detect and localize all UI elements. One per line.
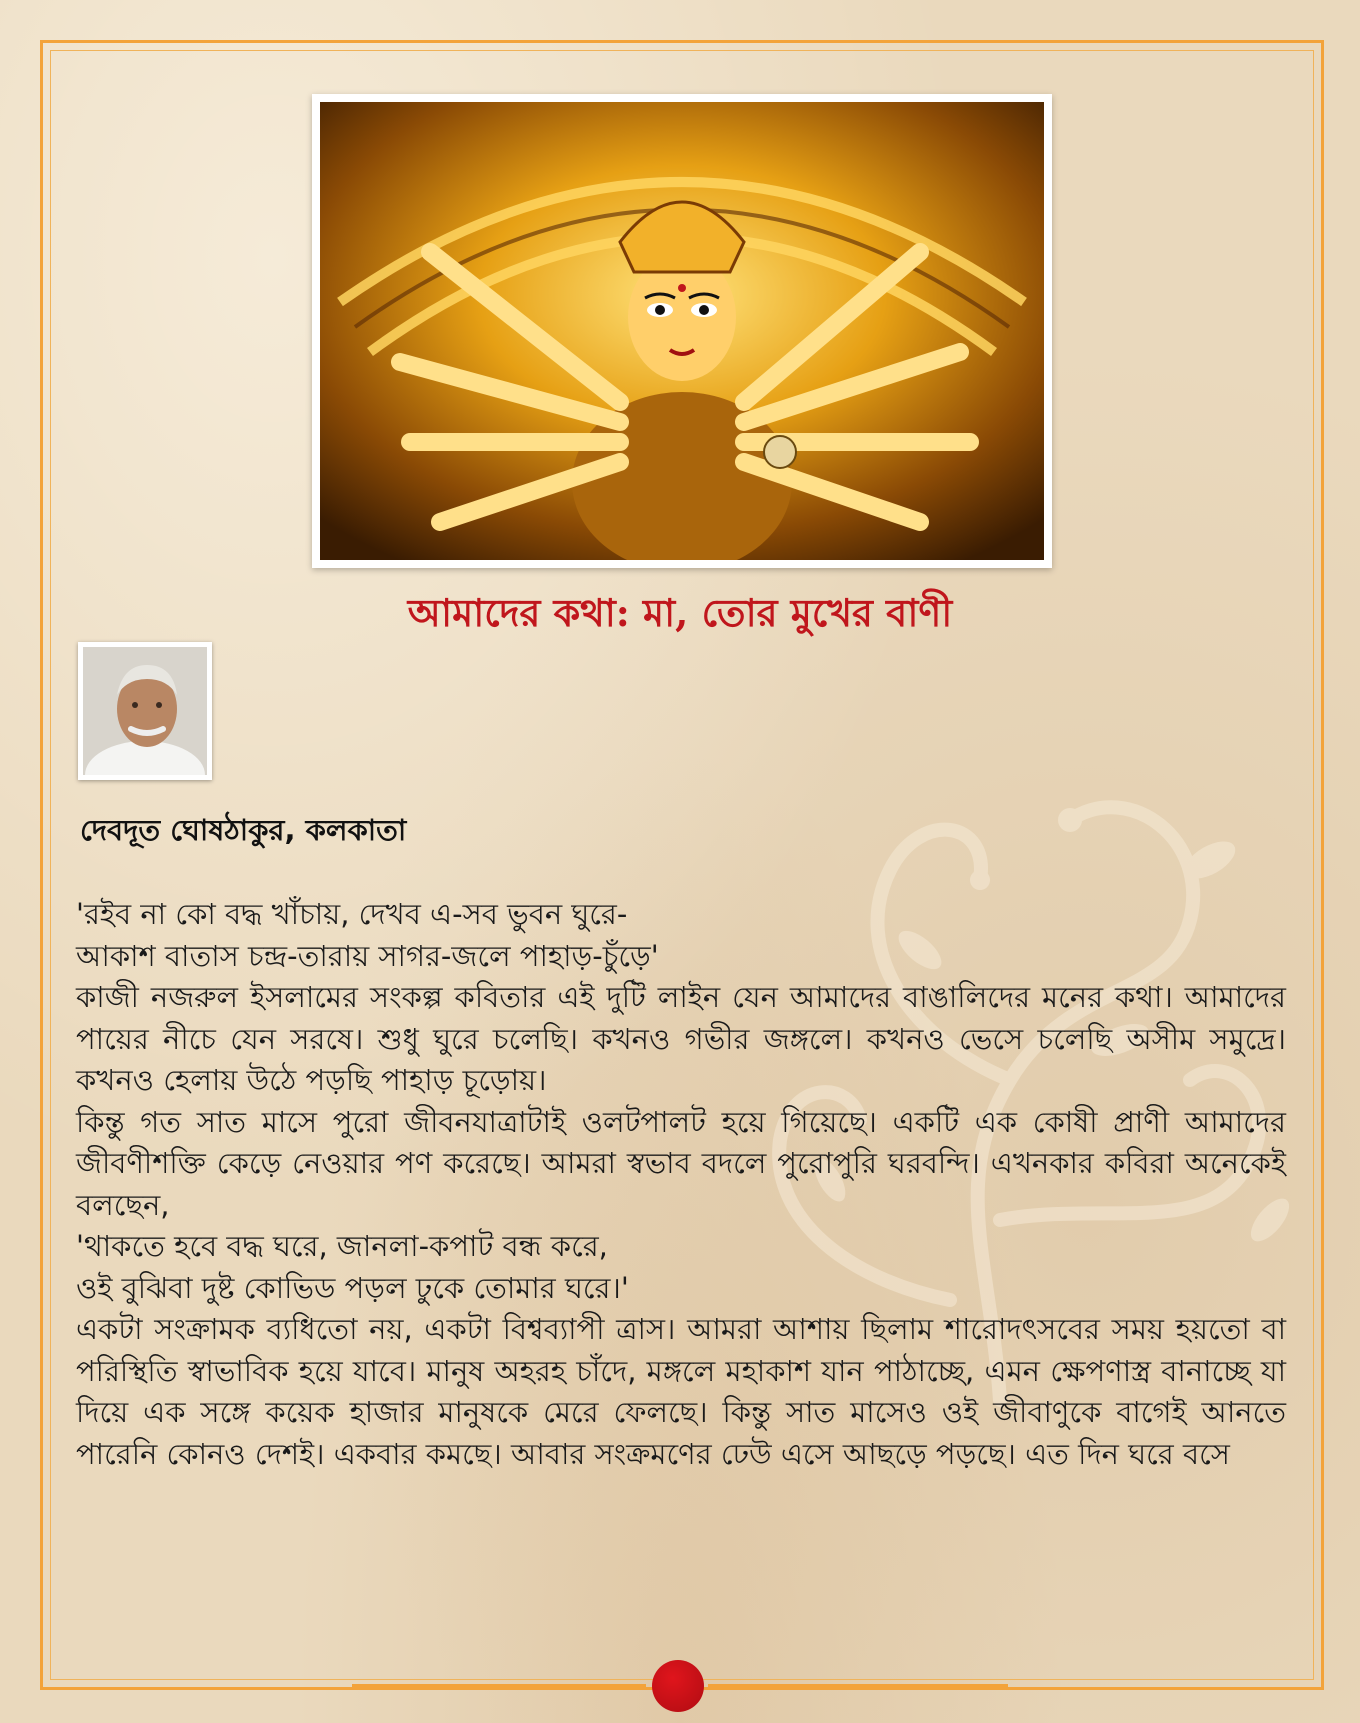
paragraph: কিন্তু গত সাত মাসে পুরো জীবনযাত্রাটাই ওলটপালট হয়ে গিয়েছে। একটি এক কোষী প্রাণী আমাদের জীবণীশক্তি কেড়ে নেওয়ার পণ করেছে। আমরা স্বভাব বদলে পুরোপুরি ঘরবন্দি। এখনকার কবিরা অনেকেই বলছেন, <box>76 1104 1286 1222</box>
bottom-ornament-line-left <box>352 1684 646 1687</box>
article-body <box>76 894 1286 1475</box>
paragraph: একটা সংক্রামক ব্যধিতো নয়, একটা বিশ্বব্যাপী ত্রাস। আমরা আশায় ছিলাম শারোদৎসবের সময় হয়তো বা পরিস্থিতি স্বাভাবিক হয়ে যাবে। মানুষ অহরহ চাঁদে, মঙ্গলে মহাকাশ যান পাঠাচ্ছে, এমন ক্ষেপণাস্ত্র বানাচ্ছে যা দিয়ে এক সঙ্গে কয়েক হাজার মানুষকে মেরে ফেলছে। কিন্তু সাত মাসেও ওই জীবাণুকে বাগেই আনতে পারেনি কোনও দেশই। একবার কমছে। আবার সংক্রমণের ঢেউ এসে আছড়ে পড়ছে। এত দিন ঘরে বসে <box>76 1312 1286 1471</box>
poem-line: 'রইব না কো বদ্ধ খাঁচায়, দেখব এ-সব ভুবন ঘুরে- <box>76 897 628 931</box>
poem-line: ওই বুঝিবা দুষ্ট কোভিড পড়ল ঢুকে তোমার ঘরে।' <box>76 1270 629 1305</box>
poem-line: আকাশ বাতাস চন্দ্র-তারায় সাগর-জলে পাহাড়-চুঁড়ে' <box>76 938 659 973</box>
paragraph: কাজী নজরুল ইসলামের সংকল্প কবিতার এই দুটি লাইন যেন আমাদের বাঙালিদের মনের কথা। আমাদের পায়ের নীচে যেন সরষে। শুধু ঘুরে চলেছি। কখনও গভীর জঙ্গলে। কখনও ভেসে চলেছি অসীম সমুদ্রে। কখনও হেলায় উঠে পড়ছি পাহাড় চূড়োয়। <box>76 980 1286 1097</box>
poem-line: 'থাকতে হবে বদ্ধ ঘরে, জানলা-কপাট বন্ধ করে, <box>76 1229 608 1263</box>
bottom-ornament-dot <box>652 1660 704 1712</box>
author-byline: দেবদূত ঘোষঠাকুর, কলকাতা <box>80 813 407 847</box>
durga-idol-photo <box>312 94 1052 568</box>
page-title: আমাদের কথা: মা, তোর মুখের বাণী <box>407 590 953 635</box>
bottom-ornament-line-right <box>708 1684 1008 1687</box>
author-avatar <box>78 642 212 780</box>
